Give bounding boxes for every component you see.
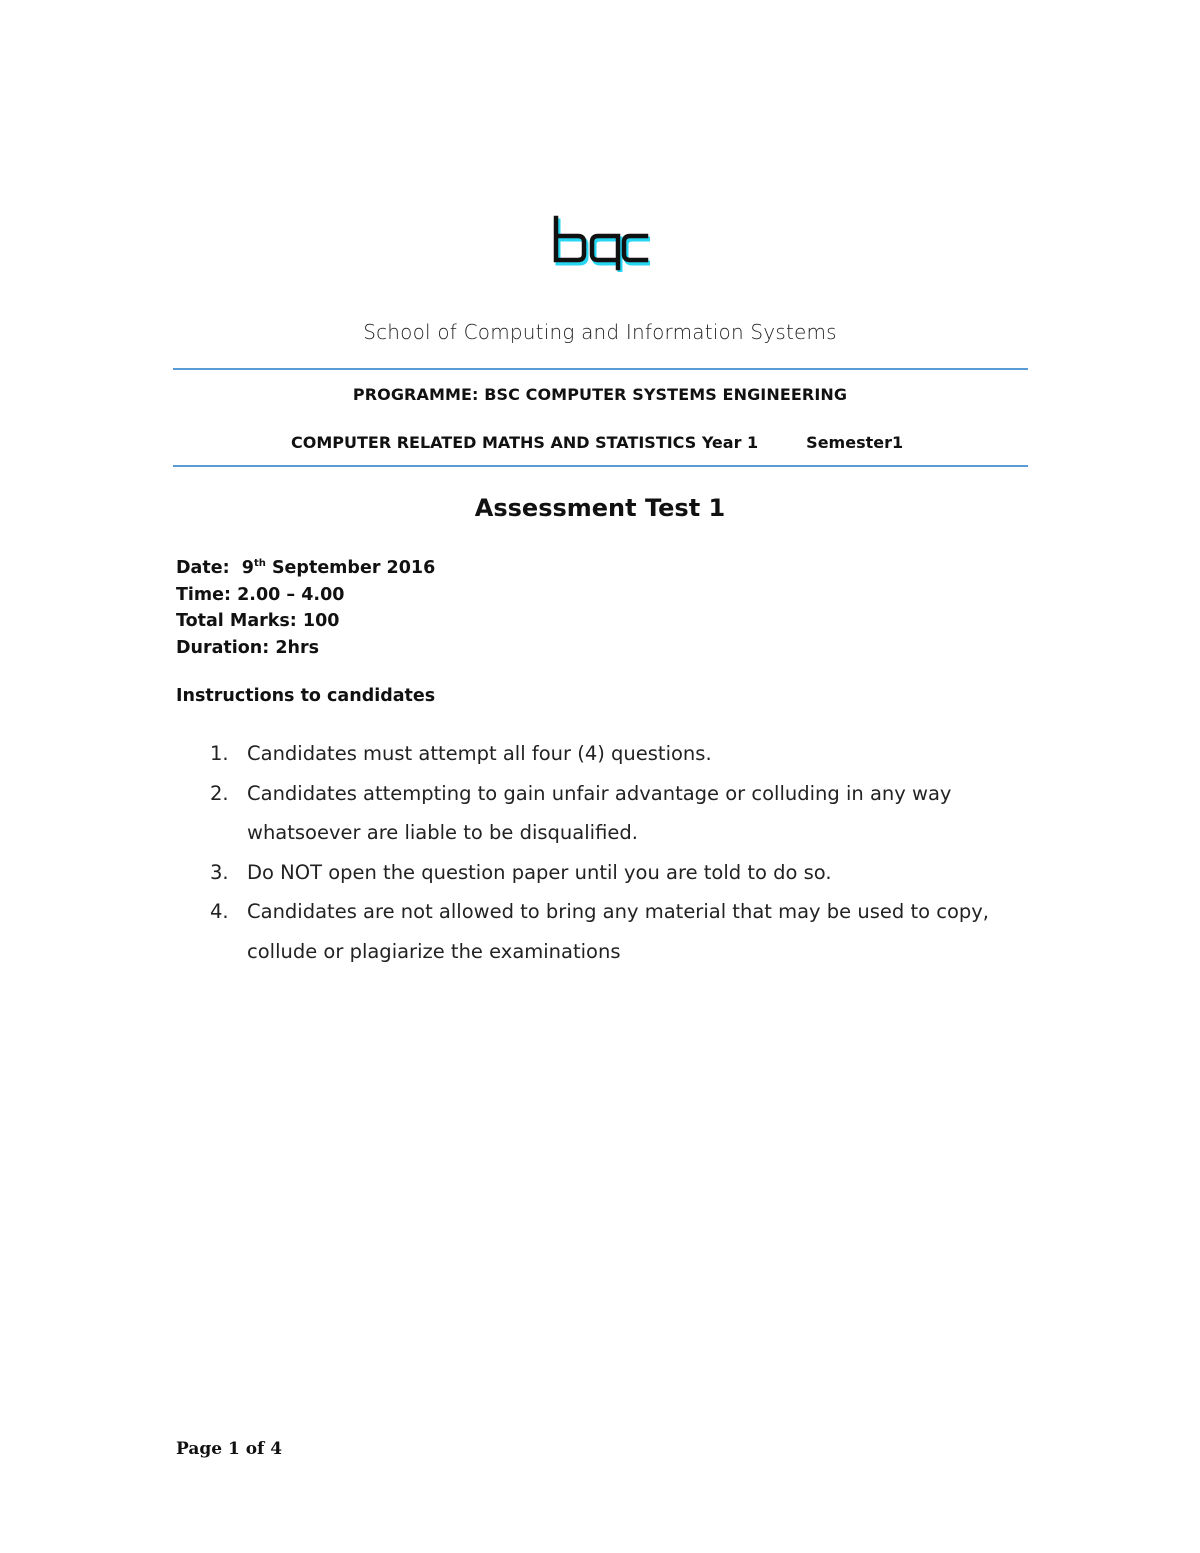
course-name: COMPUTER RELATED MATHS AND STATISTICS Year 1 <box>291 433 759 452</box>
bottom-divider <box>173 465 1028 467</box>
exam-time: Time: 2.00 – 4.00 <box>176 584 345 605</box>
instruction-number: 4. <box>210 900 229 923</box>
instruction-text: Candidates attempting to gain unfair advantage or colluding in any way whatsoever are liable to be disqualified. <box>247 781 952 844</box>
programme-heading: PROGRAMME: BSC COMPUTER SYSTEMS ENGINEERING <box>352 385 848 404</box>
exam-total-marks: Total Marks: 100 <box>176 611 340 631</box>
instruction-text: Candidates are not allowed to bring any material that may be used to copy, collude or plagiarize the examinations <box>247 900 989 963</box>
page-number: Page 1 of 4 <box>176 1439 283 1459</box>
instruction-text: Candidates must attempt all four (4) questions. <box>247 742 712 765</box>
instructions-list <box>176 734 1036 971</box>
instruction-number: 3. <box>210 860 229 884</box>
instruction-item <box>176 853 1036 893</box>
instruction-item <box>176 774 1036 853</box>
exam-date <box>176 555 435 582</box>
date-suffix: th <box>253 558 266 570</box>
top-divider <box>173 368 1028 370</box>
exam-details <box>176 555 435 661</box>
instruction-item <box>176 734 1036 774</box>
bac-logo <box>550 212 650 272</box>
date-rest: September 2016 <box>271 558 436 578</box>
instruction-text: Do NOT open the question paper until you are told to do so. <box>247 860 832 884</box>
instructions-heading: Instructions to candidates <box>176 686 436 706</box>
exam-duration: Duration: 2hrs <box>176 637 320 658</box>
page-title: Assessment Test 1 <box>474 494 726 522</box>
date-label: Date: <box>176 558 230 578</box>
school-name: School of Computing and Information Systems <box>363 320 837 344</box>
instruction-number: 2. <box>210 781 229 805</box>
semester-label: Semester1 <box>806 433 904 452</box>
instruction-number: 1. <box>210 742 229 765</box>
course-line <box>291 433 903 452</box>
instruction-item <box>176 892 1036 971</box>
date-day: 9 <box>241 558 254 578</box>
